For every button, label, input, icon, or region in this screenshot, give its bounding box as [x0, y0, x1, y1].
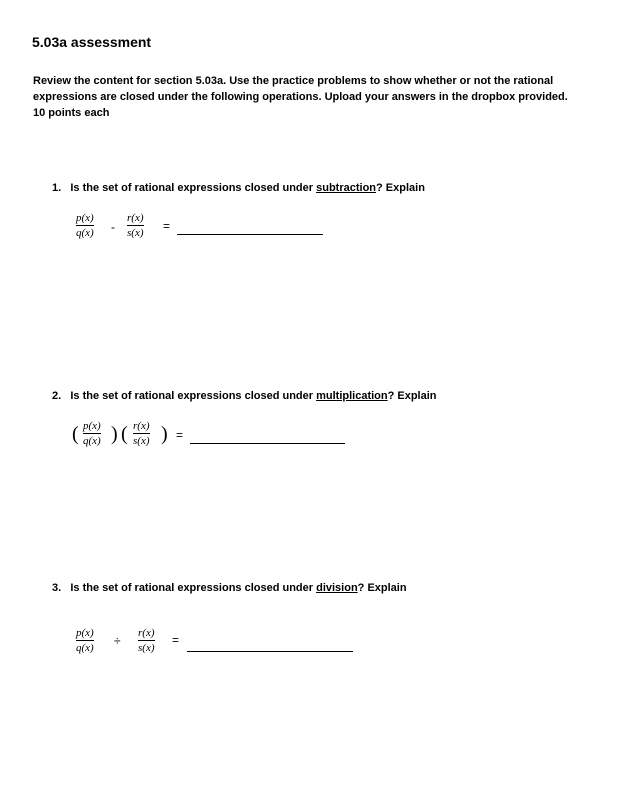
- subtraction-operator: -: [111, 220, 115, 234]
- equals-sign: =: [163, 219, 171, 233]
- answer-line[interactable]: [177, 234, 323, 235]
- question-operation: division: [316, 582, 358, 594]
- question-prefix: Is the set of rational expressions closed under: [70, 182, 317, 194]
- instructions-line-3: 10 points each: [33, 107, 110, 119]
- numerator: r(x): [127, 212, 144, 224]
- question-operation: subtraction: [316, 182, 377, 194]
- open-paren: (: [72, 423, 79, 445]
- question-operation: multiplication: [316, 390, 388, 402]
- division-operator: ÷: [114, 634, 121, 648]
- fraction-bar: [83, 433, 101, 434]
- fraction-p-over-q: [76, 212, 94, 239]
- fraction-r-over-s: [133, 420, 150, 447]
- fraction-bar: [138, 640, 155, 641]
- instructions-line-2: expressions are closed under the following operations. Upload your answers in the dropbox provided.: [33, 91, 568, 103]
- close-paren: ): [111, 423, 118, 445]
- question-2: [52, 390, 437, 402]
- numerator: p(x): [76, 627, 94, 639]
- question-1: [52, 182, 425, 194]
- numerator: p(x): [76, 212, 94, 224]
- fraction-p-over-q: [83, 420, 101, 447]
- answer-line[interactable]: [190, 443, 345, 444]
- denominator: q(x): [76, 227, 94, 239]
- numerator: r(x): [133, 420, 150, 432]
- instructions-line-1: Review the content for section 5.03a. Use the practice problems to show whether or not the rational: [33, 75, 554, 87]
- question-prefix: Is the set of rational expressions closed under: [70, 390, 317, 402]
- page-title: 5.03a assessment: [32, 34, 152, 50]
- question-number: 3.: [52, 582, 62, 594]
- question-prefix: Is the set of rational expressions closed under: [70, 582, 317, 594]
- fraction-r-over-s: [127, 212, 144, 239]
- question-3: [52, 582, 407, 594]
- answer-line[interactable]: [187, 651, 353, 652]
- fraction-bar: [76, 640, 94, 641]
- open-paren: (: [121, 423, 128, 445]
- question-number: 2.: [52, 390, 62, 402]
- fraction-r-over-s: [138, 627, 155, 654]
- question-suffix: ? Explain: [357, 582, 407, 594]
- denominator: s(x): [133, 435, 150, 447]
- question-suffix: ? Explain: [387, 390, 437, 402]
- question-number: 1.: [52, 182, 62, 194]
- equals-sign: =: [176, 428, 184, 442]
- instructions: [33, 73, 603, 121]
- fraction-bar: [127, 225, 144, 226]
- numerator: p(x): [83, 420, 101, 432]
- fraction-bar: [133, 433, 150, 434]
- denominator: s(x): [138, 642, 155, 654]
- numerator: r(x): [138, 627, 155, 639]
- equals-sign: =: [172, 633, 180, 647]
- denominator: q(x): [83, 435, 101, 447]
- denominator: s(x): [127, 227, 144, 239]
- denominator: q(x): [76, 642, 94, 654]
- question-suffix: ? Explain: [376, 182, 425, 194]
- fraction-p-over-q: [76, 627, 94, 654]
- close-paren: ): [161, 423, 168, 445]
- fraction-bar: [76, 225, 94, 226]
